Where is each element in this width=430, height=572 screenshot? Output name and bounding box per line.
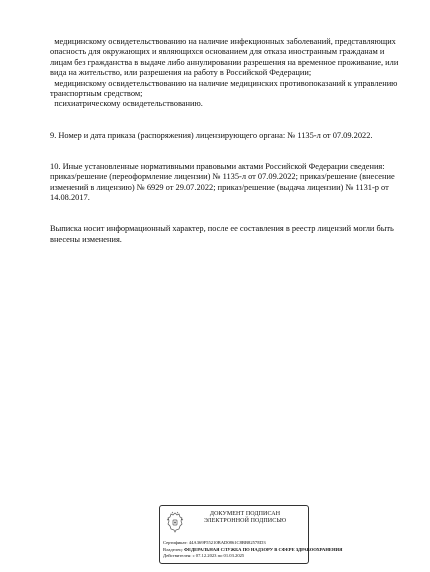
license-order-item-9: 9. Номер и дата приказа (распоряжения) лицензирующего органа: № 1135-л от 07.09.2022. — [50, 130, 373, 140]
spacer — [50, 203, 414, 213]
certificate-value: 44A369F55210BAD0861C8BB8257ED3 — [188, 540, 266, 545]
spacer — [50, 120, 414, 130]
certificate-label: Сертификат: — [163, 540, 188, 545]
owner-label: Владелец: — [163, 546, 183, 552]
other-info-item-10 — [50, 162, 414, 204]
text-line: изменений в лицензию) № 6929 от 29.07.2022; приказ/решение (выдача лицензии) № 1131-р от — [50, 182, 389, 192]
stamp-title-line: ДОКУМЕНТ ПОДПИСАН — [209, 511, 281, 517]
spacer — [50, 214, 414, 224]
text-line: лицам без гражданства в выдаче либо аннулировании разрешения на временное проживание, или — [50, 57, 399, 67]
certificate-row — [163, 540, 363, 547]
text-line: психиатрическому освидетельствованию. — [50, 99, 203, 109]
text-line: транспортным средством; — [50, 89, 143, 99]
spacer — [50, 141, 414, 151]
spacer — [50, 110, 414, 120]
text-line: 14.08.2017. — [50, 193, 90, 203]
stamp-title — [160, 511, 310, 525]
owner-value: ФЕДЕРАЛЬНАЯ СЛУЖБА ПО НАДЗОРУ В СФЕРЕ ЗДРАВООХРАНЕНИЯ — [184, 546, 343, 552]
stamp-details — [163, 540, 363, 560]
block1 — [50, 37, 414, 110]
stamp-title-line: ЭЛЕКТРОННОЙ ПОДПИСЬЮ — [203, 518, 287, 525]
text-line: внесены изменения. — [50, 234, 122, 244]
document-body — [50, 37, 414, 245]
electronic-signature-stamp — [159, 505, 343, 564]
text-line: Выписка носит информационный характер, после ее составления в реестр лицензий могли быть — [50, 224, 394, 234]
disclaimer-note — [50, 224, 414, 245]
validity-row: Действителен: с 07.12.2023 по 01.03.2025 — [163, 553, 245, 559]
owner-row — [163, 547, 363, 554]
text-line: вида на жительство, или разрешения на работу в Российской Федерации; — [50, 68, 312, 78]
text-line: опасность для окружающих и являющихся основанием для отказа иностранным гражданам и — [50, 47, 385, 57]
text-line: приказ/решение (переоформление лицензии) № 1135-л от 07.09.2022; приказ/решение (внесение — [50, 172, 395, 182]
spacer — [50, 151, 414, 161]
text-line: 10. Иные установленные нормативными правовыми актами Российской Федерации сведения: — [50, 161, 385, 171]
text-line: медицинскому освидетельствованию на наличие инфекционных заболеваний, представляющих — [50, 37, 396, 46]
text-line: медицинскому освидетельствованию на наличие медицинских противопоказаний к управлению — [50, 78, 398, 88]
